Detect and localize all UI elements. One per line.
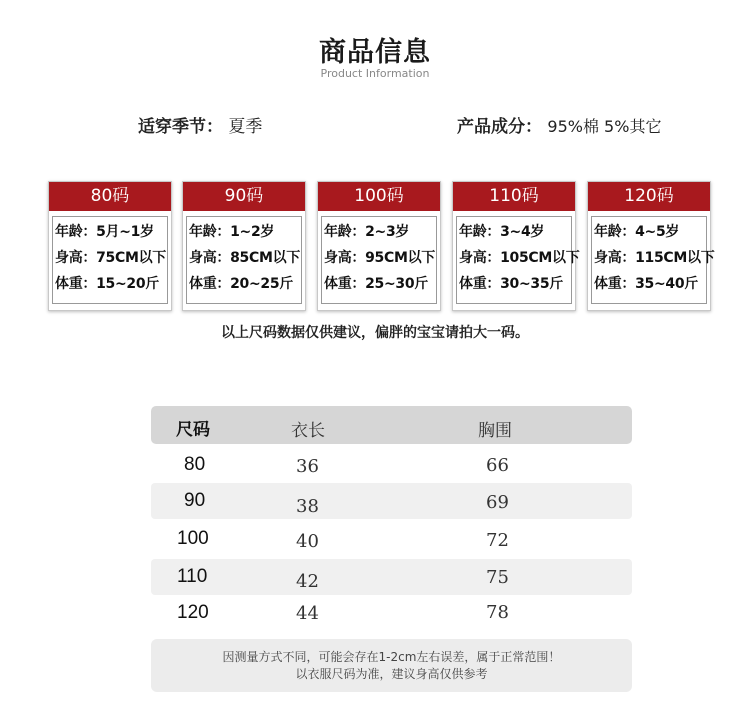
size-card-age: 年龄：3~4岁 (459, 224, 545, 240)
table-cell-chest: 75 (486, 567, 509, 588)
size-card-body (186, 216, 302, 304)
page-title: 商品信息 (319, 37, 431, 68)
size-card-title: 80码 (49, 182, 171, 211)
size-card-body (591, 216, 715, 304)
size-card-body (321, 216, 437, 304)
table-cell-size: 80 (184, 454, 206, 475)
material-info (457, 112, 661, 137)
table-header-size: 尺码 (176, 420, 210, 440)
table-header (151, 406, 632, 444)
size-card-90 (182, 181, 306, 311)
table-cell-length: 36 (296, 456, 319, 477)
size-card-weight: 体重：15~20斤 (55, 276, 159, 292)
size-card-weight: 体重：25~30斤 (324, 276, 428, 292)
size-card-80 (48, 181, 172, 311)
size-card-110 (452, 181, 580, 311)
table-cell-length: 42 (296, 571, 319, 592)
table-cell-chest: 69 (486, 492, 509, 513)
size-card-age: 年龄：4~5岁 (594, 224, 680, 240)
disclaimer-line-1: 因测量方式不同，可能会存在1-2cm左右误差，属于正常范围！ (222, 650, 561, 664)
page-subtitle: Product Information (320, 67, 430, 80)
size-card-120 (587, 181, 715, 311)
table-cell-size: 90 (184, 490, 206, 511)
size-card-age: 年龄：5月~1岁 (55, 224, 154, 240)
table-cell-chest: 72 (486, 530, 509, 551)
size-card-age: 年龄：2~3岁 (324, 224, 410, 240)
size-card-title: 90码 (183, 182, 305, 211)
size-card-weight: 体重：35~40斤 (594, 276, 698, 292)
size-card-height: 身高：85CM以下 (189, 250, 300, 266)
table-row-stripe (151, 559, 632, 595)
table-cell-length: 40 (296, 531, 319, 552)
table-cell-chest: 66 (486, 455, 509, 476)
table-cell-size: 110 (177, 566, 208, 587)
size-card-age: 年龄：1~2岁 (189, 224, 275, 240)
disclaimer-line-2: 以衣服尺码为准，建议身高仅供参考 (295, 667, 488, 681)
size-card-weight: 体重：30~35斤 (459, 276, 563, 292)
table-cell-size: 100 (177, 528, 209, 549)
size-card-100 (317, 181, 441, 311)
season-label: 适穿季节： (138, 117, 223, 137)
table-cell-length: 38 (296, 496, 319, 517)
table-cell-size: 120 (177, 602, 209, 623)
size-advice-note: 以上尺码数据仅供建议，偏胖的宝宝请拍大一码。 (221, 325, 529, 341)
season-info (138, 112, 262, 137)
table-header-chest: 胸围 (478, 421, 512, 441)
size-card-height: 身高：75CM以下 (55, 250, 166, 266)
size-card-body (456, 216, 580, 304)
table-header-length: 衣长 (291, 421, 325, 441)
table-cell-chest: 78 (486, 602, 509, 623)
table-row-stripe (151, 483, 632, 519)
material-label: 产品成分： (457, 117, 542, 137)
size-card-height: 身高：105CM以下 (459, 250, 580, 266)
size-card-body (52, 216, 168, 304)
size-card-weight: 体重：20~25斤 (189, 276, 293, 292)
size-card-height: 身高：95CM以下 (324, 250, 435, 266)
size-card-title: 120码 (588, 182, 710, 211)
size-card-height: 身高：115CM以下 (594, 250, 715, 266)
table-cell-length: 44 (296, 603, 319, 624)
season-value: 夏季 (228, 117, 263, 137)
size-card-title: 110码 (453, 182, 575, 211)
size-card-title: 100码 (318, 182, 440, 211)
measurement-disclaimer (151, 639, 632, 692)
material-value: 95%棉 5%其它 (547, 117, 662, 136)
